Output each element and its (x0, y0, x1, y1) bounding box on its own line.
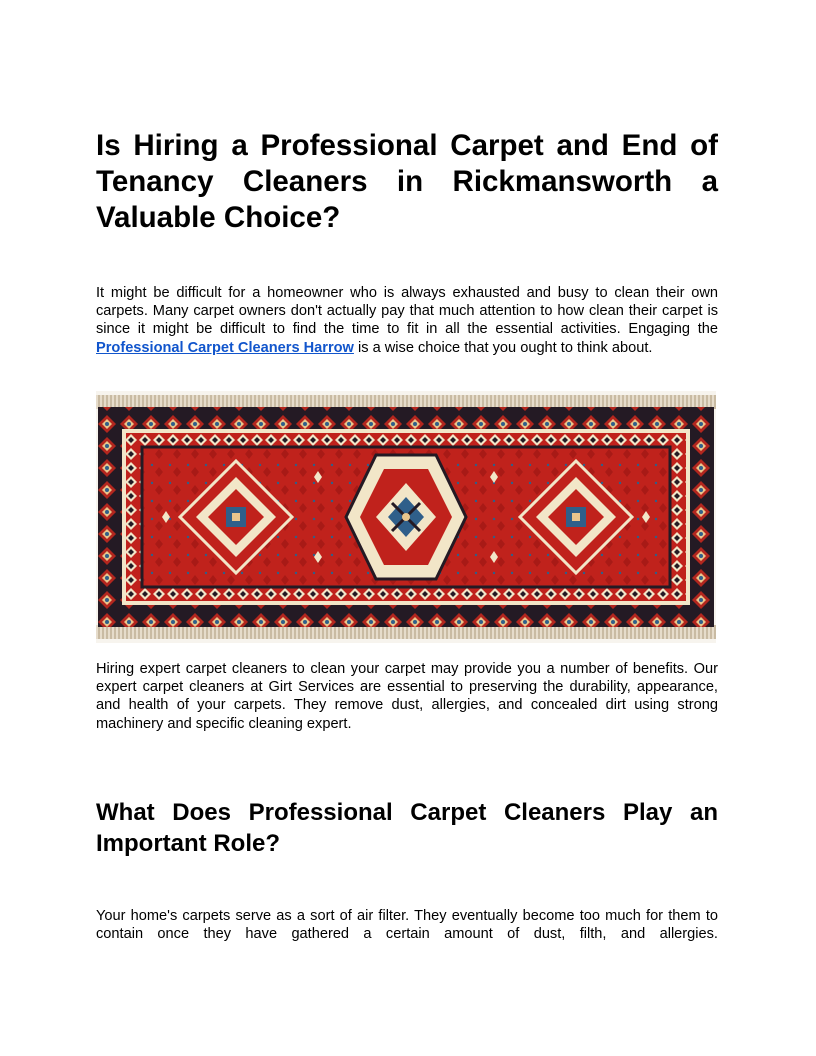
professional-carpet-cleaners-harrow-link[interactable]: Professional Carpet Cleaners Harrow (96, 339, 354, 356)
carpet-photo (96, 391, 716, 643)
intro-paragraph (96, 284, 718, 357)
section-paragraph: Your home's carpets serve as a sort of air filter. They eventually become too much for them to contain once they have gathered a certain amount of dust, filth, and allergies. (96, 908, 718, 943)
intro-text-after: is a wise choice that you ought to think about. (353, 339, 653, 356)
intro-text-before: It might be difficult for a homeowner who is always exhausted and busy to clean their own carpets. Many carpet owners don't actually pay that much attention to how clean their carpet is since it might be difficult to find the time to fit in all the essential activities. Engaging the (96, 285, 718, 338)
page-title: Is Hiring a Professional Carpet and End of Tenancy Cleaners in Rickmansworth a Valuable Choice? (96, 129, 718, 234)
section-heading: What Does Professional Carpet Cleaners Play an Important Role? (96, 799, 718, 857)
benefits-paragraph: Hiring expert carpet cleaners to clean your carpet may provide you a number of benefits. Our expert carpet cleaners at Girt Services are essential to preserving the durability, appearance, and health of your carpets. They remove dust, allergies, and concealed dirt using strong machinery and specific cleaning expert. (96, 661, 718, 732)
